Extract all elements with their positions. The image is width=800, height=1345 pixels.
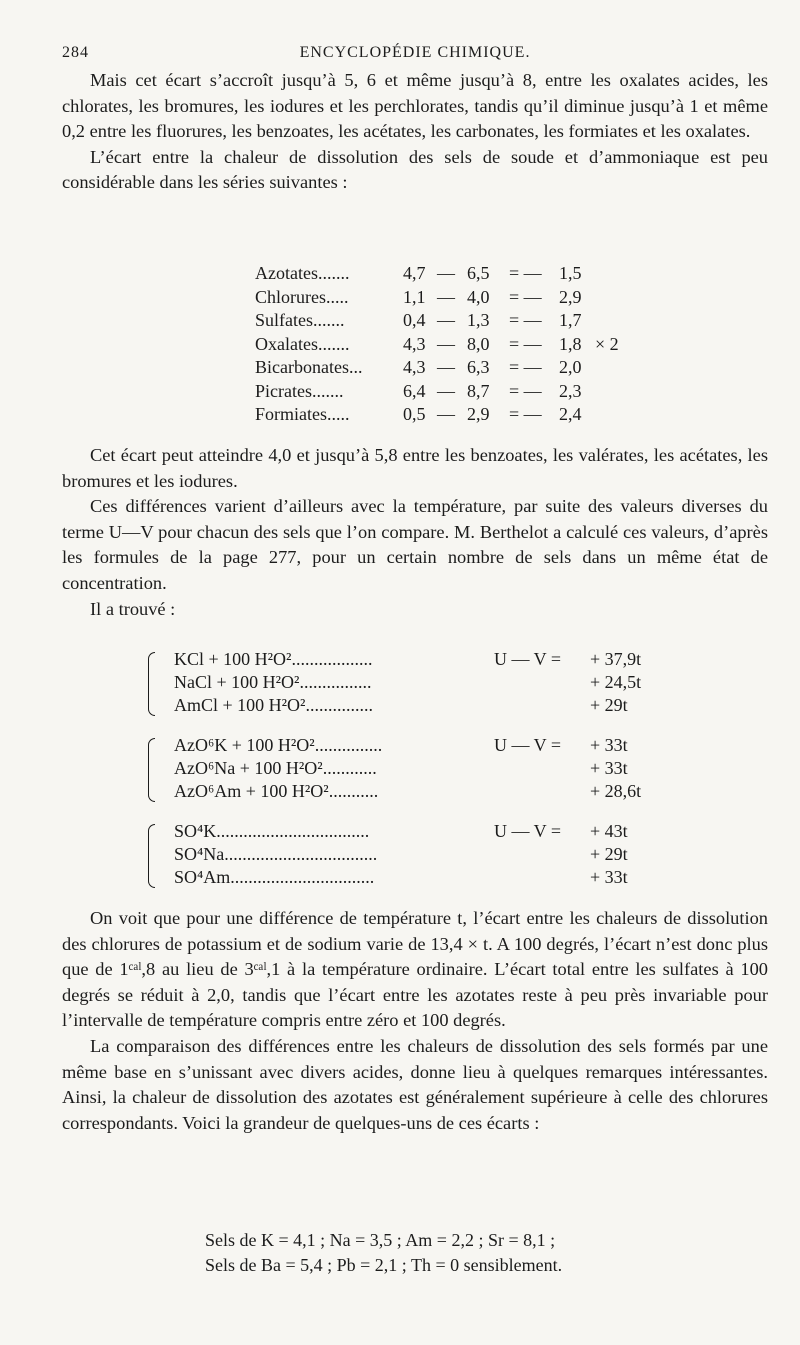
table-row bbox=[255, 286, 655, 310]
uv-value: + 33t bbox=[590, 758, 628, 778]
minus-sign: — bbox=[437, 333, 455, 354]
uv-value: + 43t bbox=[590, 821, 628, 841]
value-difference: 2,9 bbox=[559, 286, 582, 307]
value-difference: 1,7 bbox=[559, 310, 582, 330]
formula-row bbox=[148, 843, 708, 866]
minus-sign: — bbox=[437, 263, 455, 283]
salt-series-name: Formiates..... bbox=[255, 404, 350, 424]
table-row bbox=[255, 380, 655, 404]
value-sodium: 4,7 bbox=[403, 263, 426, 283]
equals-sign: = — bbox=[509, 310, 542, 330]
uv-label: U — V = bbox=[494, 735, 561, 755]
paragraph: On voit que pour une différence de température t, l’écart entre les chaleurs de dissolution des chlorures de potassium et de sodium varie de 13,4 × t. A 100 degrés, l’écart n’est donc plus que de 1ᶜᵃˡ,8 au lieu de 3ᶜᵃˡ,1 à la température ordinaire. L’écart total entre les sulfates à 100 degrés se réduit à 2,0, tandis que l’écart entre les azotates reste à peu près invariable pour l’intervalle de température compris entre zéro et 100 degrés. bbox=[62, 908, 768, 1031]
value-ammonium: 4,0 bbox=[467, 286, 490, 307]
formula-row bbox=[148, 694, 708, 717]
value-ammonium: 6,5 bbox=[467, 263, 490, 283]
minus-sign: — bbox=[437, 286, 455, 307]
value-sodium: 4,3 bbox=[403, 333, 426, 354]
uv-value: + 33t bbox=[590, 735, 628, 755]
page-number: 284 bbox=[62, 44, 89, 61]
salts-line: Sels de K = 4,1 ; Na = 3,5 ; Am = 2,2 ; Sr = 8,1 ; bbox=[205, 1230, 556, 1250]
uv-label: U — V = bbox=[494, 821, 561, 841]
formula: NaCl + 100 H²O²................ bbox=[174, 672, 372, 692]
value-sodium: 1,1 bbox=[403, 286, 426, 307]
uv-group-sulfates bbox=[148, 820, 708, 889]
formula: SO⁴Am................................ bbox=[174, 867, 375, 887]
formula: AzO⁶Na + 100 H²O²............ bbox=[174, 758, 377, 778]
minus-sign: — bbox=[437, 404, 455, 424]
formula-row bbox=[148, 648, 708, 671]
paragraph: Ces différences varient d’ailleurs avec la température, par suite des valeurs diverses du terme U—V pour chacun des sels que l’on compare. M. Berthelot a calculé ces valeurs, d’après les formules de la page 277, pour un certain nombre de sels dans un même état de concentration. bbox=[62, 496, 768, 593]
minus-sign: — bbox=[437, 380, 455, 401]
value-ammonium: 6,3 bbox=[467, 357, 490, 377]
value-ammonium: 8,0 bbox=[467, 333, 490, 354]
value-difference: 2,0 bbox=[559, 357, 582, 377]
uv-value: + 29t bbox=[590, 695, 628, 715]
equals-sign: = — bbox=[509, 357, 542, 377]
table-row bbox=[255, 262, 655, 286]
equals-sign: = — bbox=[509, 263, 542, 283]
salt-series-name: Chlorures..... bbox=[255, 286, 349, 307]
middle-section bbox=[62, 443, 768, 622]
formula: KCl + 100 H²O².................. bbox=[174, 649, 373, 669]
value-difference: 1,8 bbox=[559, 333, 582, 354]
value-sodium: 0,4 bbox=[403, 310, 426, 330]
formula-row bbox=[148, 820, 708, 843]
salt-series-name: Azotates....... bbox=[255, 263, 350, 283]
value-sodium: 4,3 bbox=[403, 357, 426, 377]
uv-group-chlorides bbox=[148, 648, 708, 717]
uv-label: U — V = bbox=[494, 649, 561, 669]
table-row bbox=[255, 309, 655, 333]
salts-differences bbox=[205, 1228, 765, 1278]
value-ammonium: 2,9 bbox=[467, 404, 490, 424]
value-difference: 2,3 bbox=[559, 380, 582, 401]
paragraph: La comparaison des différences entre les chaleurs de dissolution des sels formés par une même base en s’unissant avec divers acides, donne lieu à quelques remarques intéressantes. Ainsi, la chaleur de dissolution des azotates est généralement supérieure à celle des chlorures correspondants. Voici la grandeur de quelques-uns de ces écarts : bbox=[62, 1035, 768, 1133]
value-ammonium: 1,3 bbox=[467, 310, 490, 330]
equals-sign: = — bbox=[509, 333, 542, 354]
closing-section bbox=[62, 906, 768, 1136]
value-sodium: 0,5 bbox=[403, 404, 426, 424]
minus-sign: — bbox=[437, 310, 455, 330]
salt-series-name: Oxalates....... bbox=[255, 333, 350, 354]
uv-value: + 33t bbox=[590, 867, 628, 887]
running-header bbox=[62, 44, 768, 68]
table-row bbox=[255, 356, 655, 380]
paragraph: Cet écart peut atteindre 4,0 et jusqu’à 5,8 entre les benzoates, les valérates, les acétates, les bromures et les iodures. bbox=[62, 445, 768, 491]
minus-sign: — bbox=[437, 357, 455, 377]
value-difference: 2,4 bbox=[559, 404, 582, 424]
formula: AmCl + 100 H²O²............... bbox=[174, 695, 373, 715]
formula: SO⁴Na.................................. bbox=[174, 844, 378, 864]
formula: AzO⁶K + 100 H²O²............... bbox=[174, 735, 383, 755]
formula: SO⁴K.................................. bbox=[174, 821, 370, 841]
salts-line: Sels de Ba = 5,4 ; Pb = 2,1 ; Th = 0 sensiblement. bbox=[205, 1255, 563, 1275]
formula-row bbox=[148, 671, 708, 694]
uv-value: + 37,9t bbox=[590, 649, 642, 669]
equals-sign: = — bbox=[509, 286, 542, 307]
heat-difference-table bbox=[255, 262, 655, 427]
equals-sign: = — bbox=[509, 380, 542, 401]
uv-value: + 28,6t bbox=[590, 781, 642, 801]
equals-sign: = — bbox=[509, 404, 542, 424]
uv-group-nitrates bbox=[148, 734, 708, 803]
salt-series-name: Picrates....... bbox=[255, 380, 344, 401]
intro-section bbox=[62, 68, 768, 196]
table-row bbox=[255, 403, 655, 427]
value-sodium: 6,4 bbox=[403, 380, 426, 401]
value-difference: 1,5 bbox=[559, 263, 582, 283]
value-ammonium: 8,7 bbox=[467, 380, 490, 401]
formula-row bbox=[148, 757, 708, 780]
formula: AzO⁶Am + 100 H²O²........... bbox=[174, 781, 379, 801]
multiplier: × 2 bbox=[595, 333, 619, 354]
uv-value: + 24,5t bbox=[590, 672, 642, 692]
salt-series-name: Bicarbonates... bbox=[255, 357, 363, 377]
table-row bbox=[255, 333, 655, 357]
formula-row bbox=[148, 734, 708, 757]
formula-row bbox=[148, 866, 708, 889]
paragraph: Mais cet écart s’accroît jusqu’à 5, 6 et même jusqu’à 8, entre les oxalates acides, les chlorates, les bromures, les iodures et les perchlorates, tandis qu’il diminue jusqu’à 1 et même 0,2 entre les fluorures, les benzoates, les acétates, les carbonates, les formiates et les oxalates. bbox=[62, 70, 768, 142]
paragraph: Il a trouvé : bbox=[90, 598, 176, 619]
salt-series-name: Sulfates....... bbox=[255, 310, 345, 330]
uv-value: + 29t bbox=[590, 844, 628, 864]
running-title: ENCYCLOPÉDIE CHIMIQUE. bbox=[299, 44, 531, 61]
paragraph: L’écart entre la chaleur de dissolution des sels de soude et d’ammoniaque est peu considérable dans les séries suivantes : bbox=[62, 146, 768, 193]
formula-row bbox=[148, 780, 708, 803]
